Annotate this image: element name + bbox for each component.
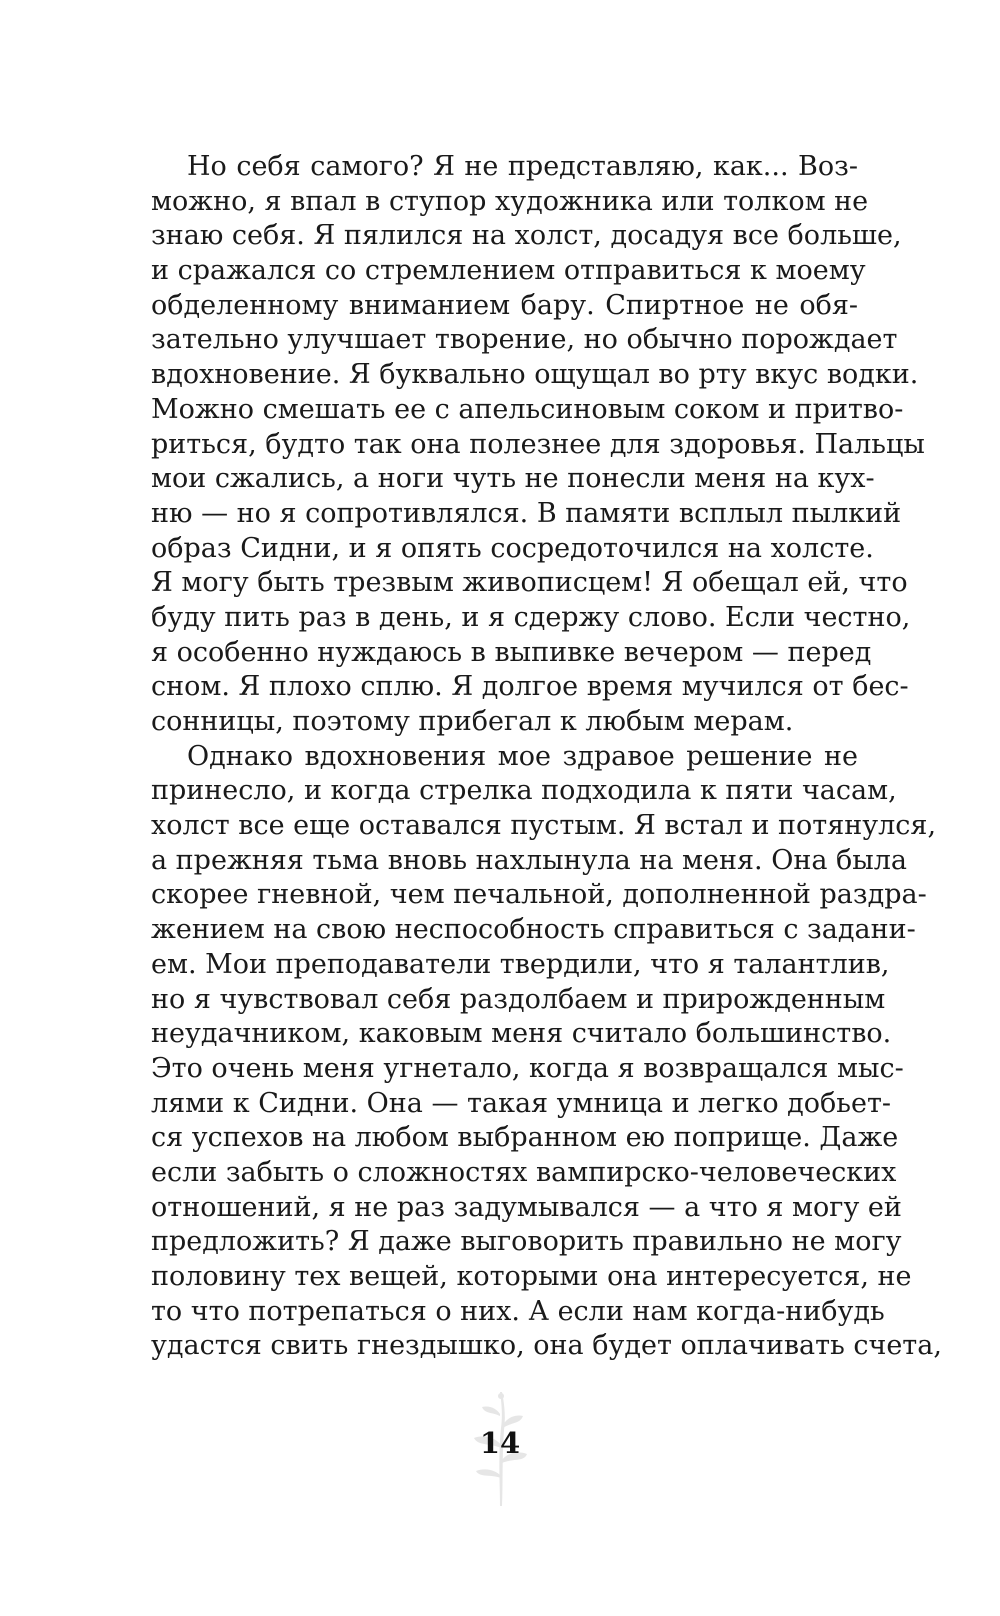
text-line: сонницы, поэтому прибегал к любым мерам. (151, 706, 794, 737)
text-line: Можно смешать ее с апельсиновым соком и притво- (151, 393, 904, 425)
text-line: обделенному вниманием бару. Спиртное не обя- (151, 289, 858, 321)
text-line: удастся свить гнездышко, она будет оплачивать счета, (151, 1330, 942, 1362)
text-line: образ Сидни, и я опять сосредоточился на холсте. (151, 532, 874, 564)
body-text (151, 150, 942, 1364)
text-line: отношений, я не раз задумывался — а что я могу ей (151, 1191, 902, 1223)
text-line: неудачником, каковым меня считало большинство. (151, 1018, 892, 1050)
text-line: вдохновение. Я буквально ощущал во рту вкус водки. (151, 359, 919, 391)
text-line: можно, я впал в ступор художника или толком не (151, 185, 869, 217)
page-number: 14 (479, 1426, 521, 1460)
text-line: буду пить раз в день, и я сдержу слово. Если честно, (151, 601, 911, 633)
text-line: если забыть о сложностях вампирско-человеческих (151, 1156, 897, 1188)
text-line: Это очень меня угнетало, когда я возвращался мыс- (151, 1052, 904, 1084)
text-line: а прежняя тьма вновь нахлынула на меня. Она была (151, 844, 907, 876)
text-line: мои сжались, а ноги чуть не понесли меня на кух- (151, 463, 875, 495)
text-line: холст все еще оставался пустым. Я встал и потянулся, (151, 810, 937, 842)
text-line: но я чувствовал себя раздолбаем и прирожденным (151, 983, 886, 1015)
text-line: ню — но я сопротивлялся. В памяти всплыл пылкий (151, 497, 902, 529)
text-line: риться, будто так она полезнее для здоровья. Пальцы (151, 428, 925, 460)
text-line: сном. Я плохо сплю. Я долгое время мучился от бес- (151, 671, 909, 703)
text-line: зательно улучшает творение, но обычно порождает (151, 324, 898, 356)
text-line: ся успехов на любом выбранном ею поприще. Даже (151, 1122, 899, 1154)
text-line: то что потрепаться о них. А если нам когда-нибудь (151, 1295, 885, 1327)
text-line: скорее гневной, чем печальной, дополненной раздра- (151, 879, 927, 911)
text-line: Но себя самого? Я не представляю, как... Воз- (187, 151, 858, 182)
text-line: половину тех вещей, которыми она интересуется, не (151, 1261, 912, 1292)
text-line: принесло, и когда стрелка подходила к пяти часам, (151, 775, 897, 807)
text-line: Однако вдохновения мое здравое решение не (187, 740, 858, 772)
text-line: лями к Сидни. Она — такая умница и легко добьет- (151, 1087, 892, 1119)
text-line: Я могу быть трезвым живописцем! Я обещал ей, что (151, 567, 908, 599)
text-line: знаю себя. Я пялился на холст, досадуя все больше, (151, 220, 902, 252)
text-line: предложить? Я даже выговорить правильно не могу (151, 1226, 902, 1258)
text-line: я особенно нуждаюсь в выпивке вечером — перед (151, 636, 872, 668)
text-line: жением на свою неспособность справиться с задани- (151, 914, 916, 946)
text-line: ем. Мои преподаватели твердили, что я талантлив, (151, 948, 890, 980)
text-line: и сражался со стремлением отправиться к моему (151, 255, 866, 287)
